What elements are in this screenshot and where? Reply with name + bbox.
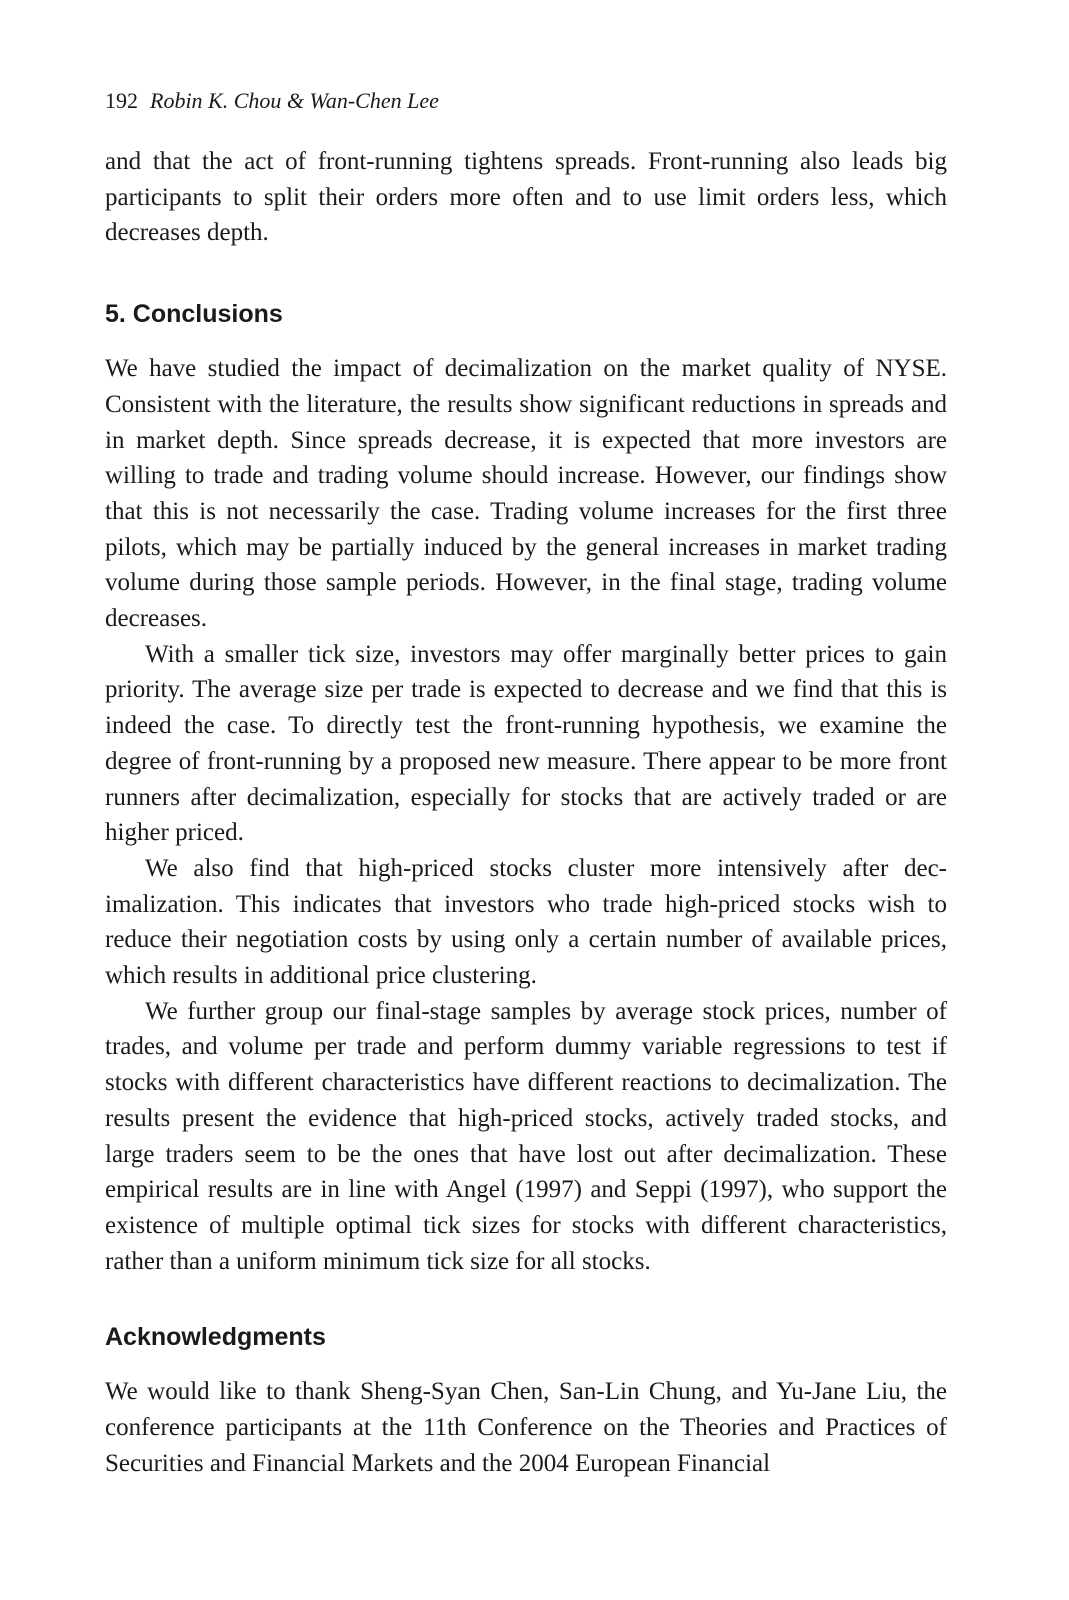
page-number: 192 <box>105 88 138 113</box>
conclusions-paragraph-2: With a smaller tick size, investors may offer marginally better prices to gain priority. The average size per trade is expected to decrease and we find that this is indeed the case. To directly test the front-running hypothesis, we examine the degree of front-running by a proposed new measure. There appear to be more front runners after decimalization, especially for stocks that are actively traded or are higher priced. <box>105 640 947 847</box>
acknowledgments-heading: Acknowledgments <box>105 1323 326 1352</box>
running-head-authors: Robin K. Chou & Wan-Chen Lee <box>150 88 439 113</box>
conclusions-heading: 5. Conclusions <box>105 300 283 329</box>
running-head <box>105 86 947 116</box>
conclusions-paragraph-4: We further group our final-stage samples by average stock prices, number of trades, and volume per trade and perform dummy variable regressions to test if stocks with different characteristics have different reactions to decimalization. The results present the evidence that high-priced stocks, actively traded stocks, and large traders seem to be the ones that have lost out after decimalization. These empirical results are in line with Angel (1997) and Seppi (1997), who support the existence of multiple optimal tick sizes for stocks with different characteristics, rather than a uniform minimum tick size for all stocks. <box>105 997 947 1275</box>
page <box>105 86 947 1482</box>
intro-paragraph: and that the act of front-running tightens spreads. Front-running also leads big participants to split their orders more often and to use limit orders less, which decreases depth. <box>105 148 947 247</box>
conclusions-paragraph-1: We have studied the impact of decimalization on the market quality of NYSE. Consistent with the literature, the results show significant reductions in spreads and in market depth. Since spreads decrease, it is expected that more investors are willing to trade and trading volume should increase. However, our findings show that this is not necessarily the case. Trading volume increases for the first three pilots, which may be partially induced by the general increases in market trading volume during those sample periods. However, in the final stage, trading volume decreases. <box>105 355 947 633</box>
acknowledgments-paragraph: We would like to thank Sheng-Syan Chen, San-Lin Chung, and Yu-Jane Liu, the conference participants at the 11th Conference on the Theories and Practices of Securities and Financial Markets and the 2004 European Financial <box>105 1378 947 1477</box>
conclusions-paragraph-3: We also find that high-priced stocks cluster more intensively after decimalization. This indicates that investors who trade high-priced stocks wish to reduce their negotiation costs by using only a certain number of available prices, which results in additional price clustering. <box>105 854 947 990</box>
